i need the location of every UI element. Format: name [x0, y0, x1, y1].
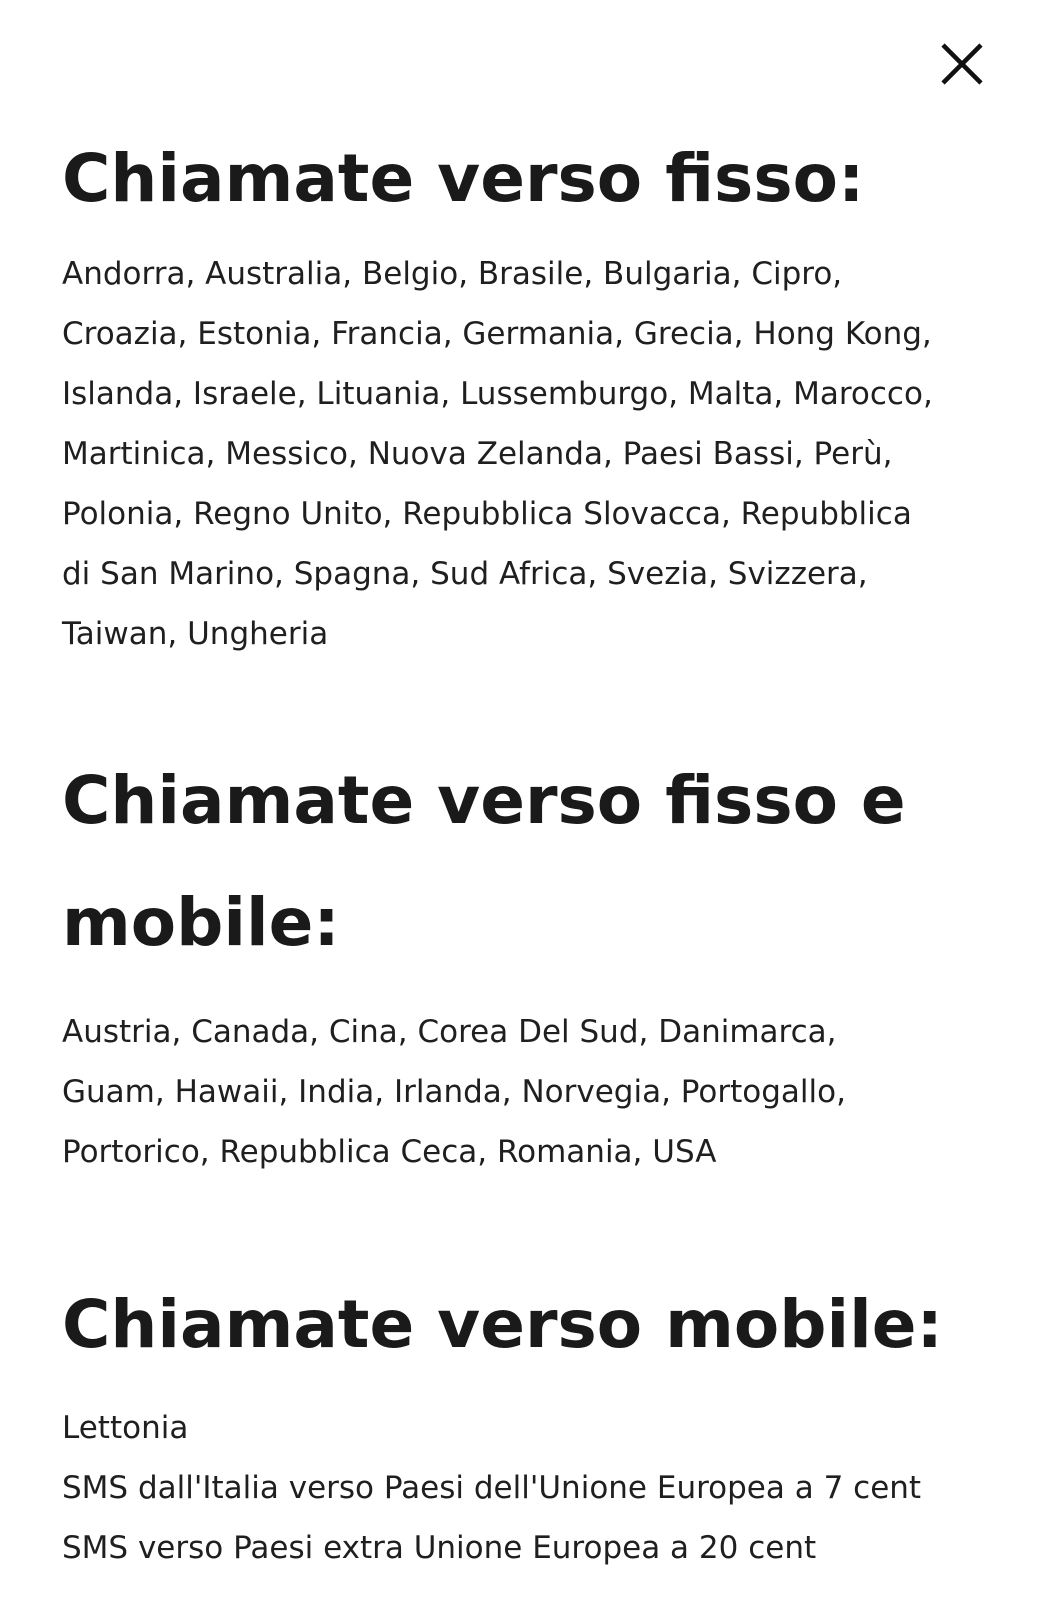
country-list-line: Guam, Hawaii, India, Irlanda, Norvegia, Portogallo, — [62, 1074, 846, 1110]
country-list-line: Portorico, Repubblica Ceca, Romania, USA — [62, 1134, 717, 1170]
country-list-line: Andorra, Australia, Belgio, Brasile, Bulgaria, Cipro, — [62, 256, 843, 292]
section-landline-mobile-calls — [62, 740, 992, 1182]
country-list-line: Croazia, Estonia, Francia, Germania, Grecia, Hong Kong, — [62, 316, 932, 352]
section-heading-mobile: Chiamate verso mobile: — [62, 1286, 943, 1363]
section-body-landline-countries — [62, 244, 992, 664]
country-list-line: Lettonia — [62, 1410, 189, 1446]
section-body-landline-mobile-countries — [62, 1002, 992, 1182]
close-icon[interactable] — [939, 41, 985, 87]
section-heading-landline: Chiamate verso fisso: — [62, 140, 865, 217]
country-list-line: Polonia, Regno Unito, Repubblica Slovacca, Repubblica — [62, 496, 912, 532]
close-button[interactable] — [936, 38, 988, 90]
heading-line: Chiamate verso fisso e — [62, 762, 906, 839]
section-mobile-calls — [62, 1264, 992, 1578]
section-landline-calls — [62, 118, 992, 664]
sms-eu-rate-line: SMS dall'Italia verso Paesi dell'Unione Europea a 7 cent — [62, 1470, 922, 1506]
country-list-line: Taiwan, Ungheria — [62, 616, 329, 652]
sms-extra-eu-rate-line: SMS verso Paesi extra Unione Europea a 20 cent — [62, 1530, 817, 1566]
country-list-line: Islanda, Israele, Lituania, Lussemburgo, Malta, Marocco, — [62, 376, 933, 412]
heading-line: mobile: — [62, 884, 340, 961]
country-list-line: Martinica, Messico, Nuova Zelanda, Paesi Bassi, Perù, — [62, 436, 893, 472]
modal-content — [62, 118, 992, 1578]
section-heading-landline-mobile — [62, 740, 992, 984]
country-list-line: Austria, Canada, Cina, Corea Del Sud, Danimarca, — [62, 1014, 837, 1050]
section-body-mobile-countries — [62, 1398, 992, 1578]
country-list-line: di San Marino, Spagna, Sud Africa, Svezia, Svizzera, — [62, 556, 868, 592]
